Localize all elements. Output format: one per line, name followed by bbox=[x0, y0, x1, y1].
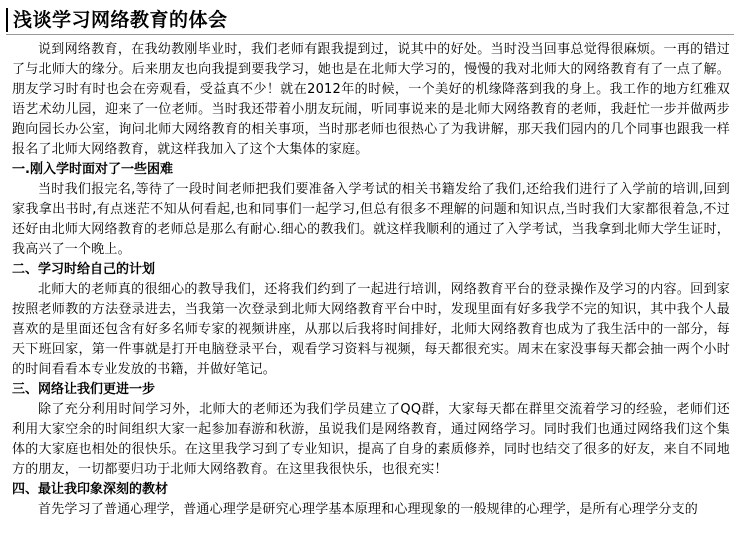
section-1-heading: 一.刚入学时面对了一些困难 bbox=[12, 162, 173, 177]
section-2-heading: 二、学习时给自己的计划 bbox=[12, 262, 156, 277]
title-block bbox=[6, 6, 734, 35]
section-1-paragraph: 当时我们报完名,等待了一段时间老师把我们要准备入学考试的相关书籍发给了我们,还给我们进行了入学前的培训,回到家我拿出书时,有点迷茫不知从何看起,也和同事们一起学习,但总有很多不理解的问题和知识点,当时我们大家都很着急,不过还好由北师大网络教育的老师总是那么有耐心.细心的教我们。就这样我顺利的通过了入学考试，当我拿到北师大学生证时，我高兴了一个晚上。 bbox=[12, 182, 730, 257]
page-title: 浅谈学习网络教育的体会 bbox=[13, 9, 228, 31]
section-4-heading: 四、最让我印象深刻的教材 bbox=[12, 482, 169, 497]
section-4-paragraph: 首先学习了普通心理学，普通心理学是研究心理学基本原理和心理现象的一般规律的心理学，是所有心理学分支的 bbox=[38, 502, 699, 517]
title-accent-bar bbox=[6, 8, 8, 32]
section-2-paragraph: 北师大的老师真的很细心的教导我们，还将我们约到了一起进行培训，网络教育平台的登录操作及学习的内容。回到家按照老师教的方法登录进去，当我第一次登录到北师大网络教育平台中时，发现里面有好多我学不完的知识，其中我个人最喜欢的是里面还包含有好多名师专家的视频讲座，从那以后我将时间排好，北师大网络教育也成为了我生活中的一部分，每天下班回家，第一件事就是打开电脑登录平台，观看学习资料与视频，每天都很充实。周末在家没事每天都会抽一两个小时的时间看看本专业发放的书籍，并做好笔记。 bbox=[12, 282, 730, 377]
section-3-paragraph: 除了充分利用时间学习外，北师大的老师还为我们学员建立了QQ群，大家每天都在群里交流着学习的经验，老师们还利用大家空余的时间组织大家一起参加春游和秋游，虽说我们是网络教育，通过网络学习。同时我们也通过网络我们这个集体的大家庭也相处的很快乐。在这里我学习到了专业知识，提高了自身的素质修养，同时也结交了很多的好友，来自不同地方的朋友，一切都要归功于北师大网络教育。在这里我很快乐，也很充实！ bbox=[12, 402, 730, 477]
intro-paragraph: 说到网络教育，在我幼教刚毕业时，我们老师有跟我提到过，说其中的好处。当时没当回事总觉得很麻烦。一再的错过了与北师大的缘分。后来朋友也向我提到要我学习，她也是在北师大学习的，慢慢的我对北师大的网络教育有了一点了解。朋友学习时有时也会在旁观看，受益真不少！就在2012年的时候，一个美好的机缘降落到我的身上。我工作的地方红雅双语艺术幼儿园，迎来了一位老师。当时我还带着小朋友玩闹，听同事说来的是北师大网络教育的老师，我赶忙一步并做两步跑向园长办公室，询问北师大网络教育的相关事项，当时那老师也很热心了为我讲解，那天我们园内的几个同事也跟我一样报名了北师大网络教育，就这样我加入了这个大集体的家庭。 bbox=[12, 42, 730, 157]
article-body bbox=[12, 40, 730, 520]
section-3-heading: 三、网络让我们更进一步 bbox=[12, 382, 156, 397]
